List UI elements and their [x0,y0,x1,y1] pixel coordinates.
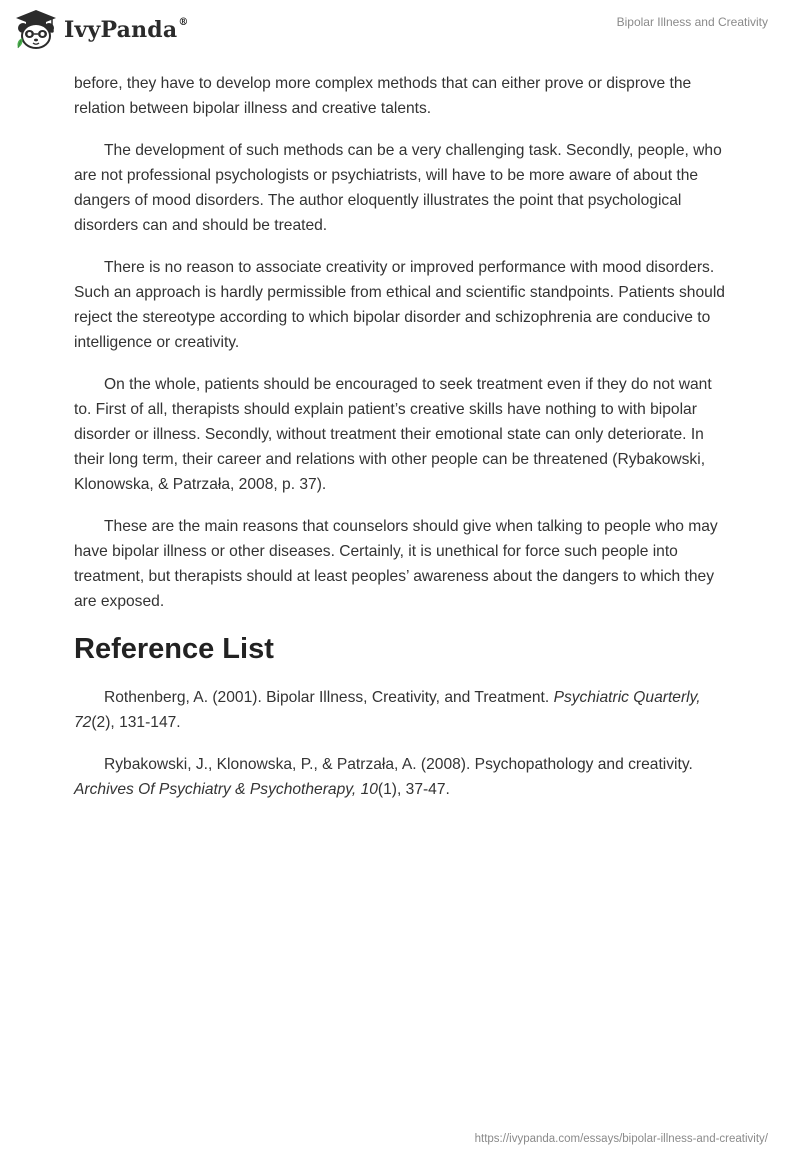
reference-authors-title: Rybakowski, J., Klonowska, P., & Patrzała, A. (2008). Psychopathology and creativity. [104,756,693,773]
reference-journal: Archives Of Psychiatry & Psychotherapy, 10 [74,781,378,798]
registered-mark: ® [178,16,189,28]
reference-issue-pages: (1), 37-47. [377,781,450,798]
paragraph: There is no reason to associate creativity or improved performance with mood disorders. Such an approach is hardly permissible from ethical and scientific standpoints. Patients should reject the stereotype according to which bipolar disorder and schizophrenia are conducive to intelligence or creativity. [74,259,725,351]
reference-list-heading: Reference List [74,633,274,665]
panda-graduate-icon [14,8,58,52]
reference-authors-title: Rothenberg, A. (2001). Bipolar Illness, Creativity, and Treatment. [104,689,554,706]
reference-journal: Psychiatric Quarterly, 72 [74,689,701,731]
reference-item [74,685,730,735]
reference-issue-pages: (2), 131-147. [91,714,181,731]
source-url[interactable]: https://ivypanda.com/essays/bipolar-illness-and-creativity/ [474,1133,768,1145]
page-header [0,0,800,70]
ivypanda-logo[interactable] [14,8,189,52]
paragraph-continuation: before, they have to develop more complex methods that can either prove or disprove the relation between bipolar illness and creative talents. [74,75,692,117]
reference-item [74,752,730,802]
running-title: Bipolar Illness and Creativity [616,15,768,29]
essay-content [74,71,730,819]
paragraph: These are the main reasons that counselors should give when talking to people who may have bipolar illness or other diseases. Certainly, it is unethical for force such people into treatment, but therapists should at least peoples’ awareness about the dangers to which they are exposed. [74,518,718,610]
paragraph: The development of such methods can be a very challenging task. Secondly, people, who are not professional psychologists or psychiatrists, will have to be more aware of about the dangers of mood disorders. The author eloquently illustrates the point that psychological disorders can and should be treated. [74,142,722,234]
paragraph: On the whole, patients should be encouraged to seek treatment even if they do not want to. First of all, therapists should explain patient’s creative skills have nothing to with bipolar disorder or illness. Secondly, without treatment their emotional state can only deteriorate. In their long term, their career and relations with other people can be threatened (Rybakowski, Klonowska, & Patrzała, 2008, p. 37). [74,376,712,493]
brand-name: IvyPanda® [64,16,189,43]
